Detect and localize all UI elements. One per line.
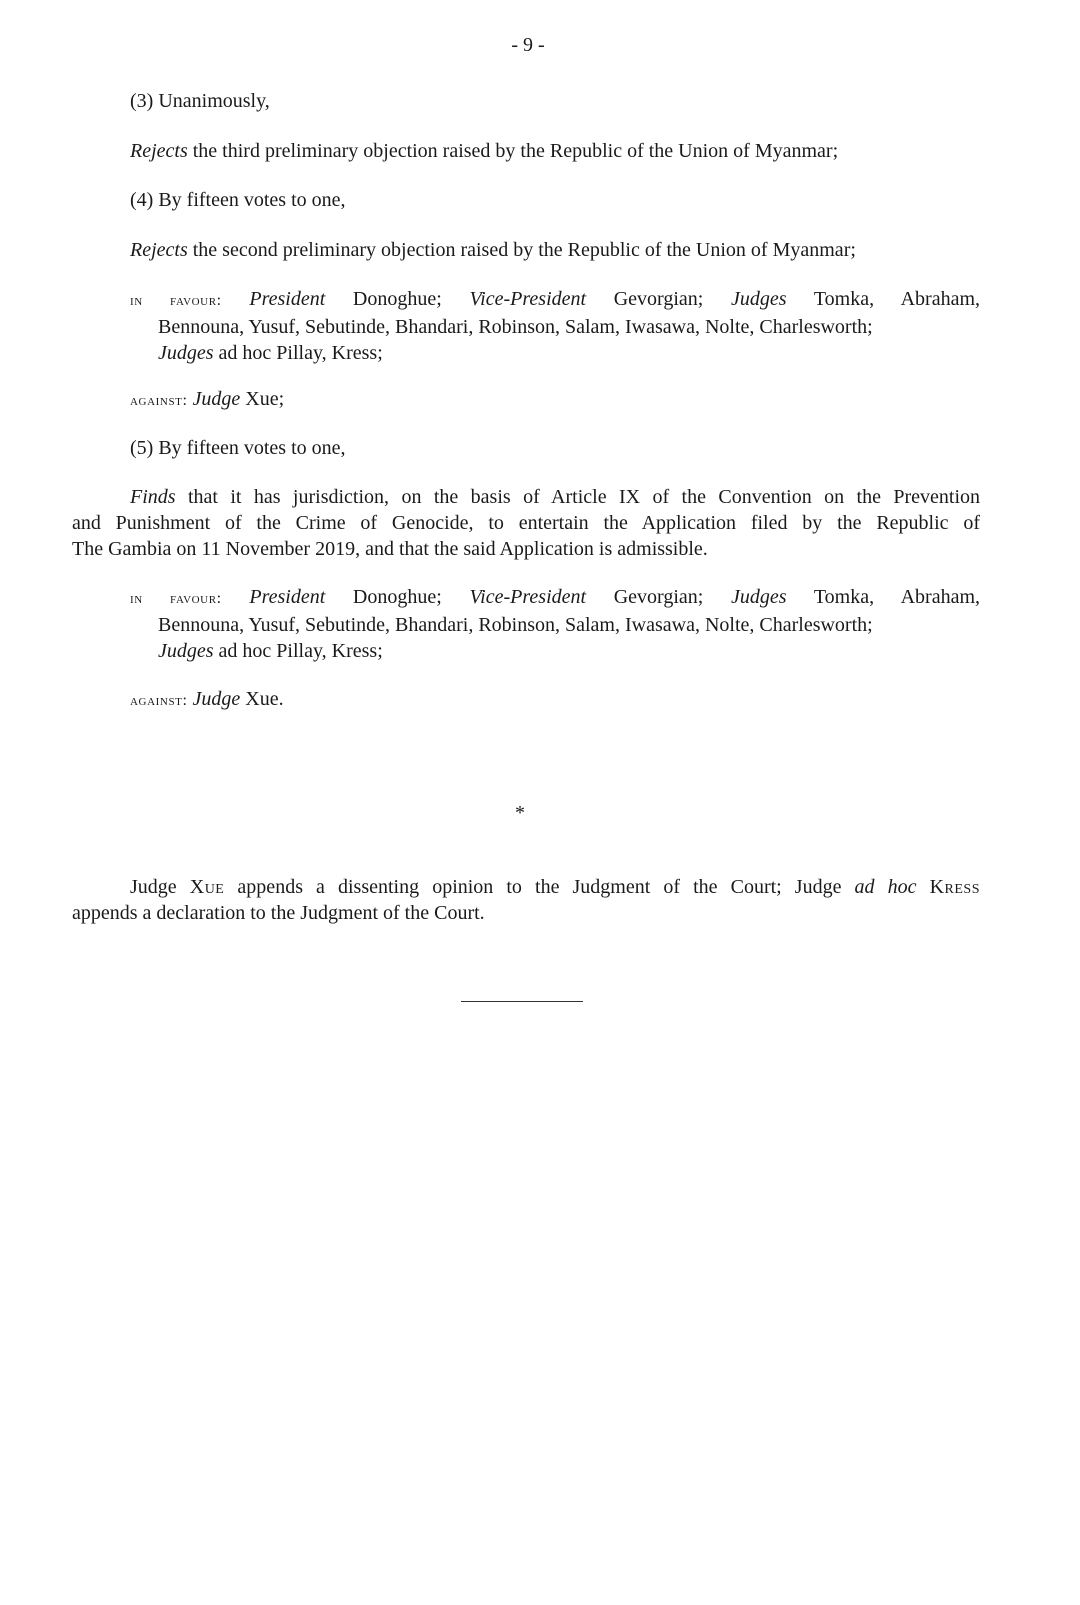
- judges-names: Tomka, Abraham,: [786, 586, 981, 608]
- closing-paragraph: [72, 874, 980, 926]
- judge-kress: Kress: [929, 876, 980, 898]
- judge-name: Xue;: [240, 388, 285, 410]
- item4-in-favour-line1: [130, 286, 980, 314]
- judge-title: Judge: [192, 688, 241, 710]
- adhoc-judges-names: ad hoc Pillay, Kress;: [213, 640, 383, 662]
- item5-in-favour-line1: [130, 584, 980, 612]
- item4-in-favour: [130, 286, 980, 366]
- against-label: against:: [130, 392, 188, 409]
- item5-in-favour: [130, 584, 980, 664]
- item5-against: [130, 686, 980, 714]
- end-rule: [461, 1001, 583, 1002]
- closing-text: appends a dissenting opinion to the Judgment of the Court; Judge: [224, 876, 855, 898]
- judge-name: Xue.: [240, 688, 284, 710]
- item3-text: the third preliminary objection raised by the Republic of the Union of Myanmar;: [187, 140, 839, 162]
- item3-decision: [130, 138, 980, 164]
- item4-text: the second preliminary objection raised by the Republic of the Union of Myanmar;: [187, 239, 856, 261]
- closing-line2: appends a declaration to the Judgment of the Court.: [72, 902, 485, 924]
- page-number: - 9 -: [511, 34, 545, 56]
- item5-line2: and Punishment of the Crime of Genocide, to entertain the Application filed by the Republic of: [72, 512, 980, 534]
- item5-in-favour-line2: Bennouna, Yusuf, Sebutinde, Bhandari, Robinson, Salam, Iwasawa, Nolte, Charlesworth;: [158, 614, 873, 636]
- adhoc-judges-title: Judges: [158, 640, 214, 662]
- adhoc-judges-names: ad hoc Pillay, Kress;: [213, 342, 383, 364]
- vice-president-name: Gevorgian;: [586, 288, 731, 310]
- item5-heading: (5) By fifteen votes to one,: [130, 437, 346, 459]
- vice-president-title: Vice-President: [469, 288, 587, 310]
- in-favour-label: in favour:: [130, 590, 222, 607]
- president-name: Donoghue;: [325, 288, 470, 310]
- judges-names: Tomka, Abraham,: [786, 288, 981, 310]
- in-favour-label: in favour:: [130, 292, 222, 309]
- item4-decision: [130, 237, 980, 263]
- item3-operative-word: Rejects: [130, 140, 188, 162]
- item4-operative-word: Rejects: [130, 239, 188, 261]
- item5-line1: [72, 484, 980, 510]
- item5-decision: [72, 484, 980, 562]
- item5-in-favour-line3: [130, 638, 980, 664]
- item4-against: [130, 386, 980, 414]
- closing-text: Judge: [130, 876, 190, 898]
- item5-operative-word: Finds: [130, 486, 176, 508]
- section-separator: *: [515, 802, 525, 824]
- item5-line3: The Gambia on 11 November 2019, and that the said Application is admissible.: [72, 538, 708, 560]
- item4-in-favour-line3: [130, 340, 980, 366]
- judges-title: Judges: [730, 288, 787, 310]
- judge-title: Judge: [192, 388, 241, 410]
- president-title: President: [249, 586, 326, 608]
- item4-in-favour-line2: Bennouna, Yusuf, Sebutinde, Bhandari, Robinson, Salam, Iwasawa, Nolte, Charlesworth;: [158, 316, 873, 338]
- judge-xue: Xue: [189, 876, 225, 898]
- vice-president-title: Vice-President: [469, 586, 587, 608]
- closing-text: [917, 876, 930, 898]
- vice-president-name: Gevorgian;: [586, 586, 731, 608]
- adhoc-text: ad hoc: [854, 876, 917, 898]
- item3-heading: (3) Unanimously,: [130, 90, 270, 112]
- president-title: President: [249, 288, 326, 310]
- item4-heading: (4) By fifteen votes to one,: [130, 189, 346, 211]
- president-name: Donoghue;: [325, 586, 470, 608]
- closing-line1: [72, 874, 980, 900]
- item5-line1-text: that it has jurisdiction, on the basis of Article IX of the Convention on the Prevention: [175, 486, 980, 508]
- judges-title: Judges: [730, 586, 787, 608]
- against-label: against:: [130, 692, 188, 709]
- adhoc-judges-title: Judges: [158, 342, 214, 364]
